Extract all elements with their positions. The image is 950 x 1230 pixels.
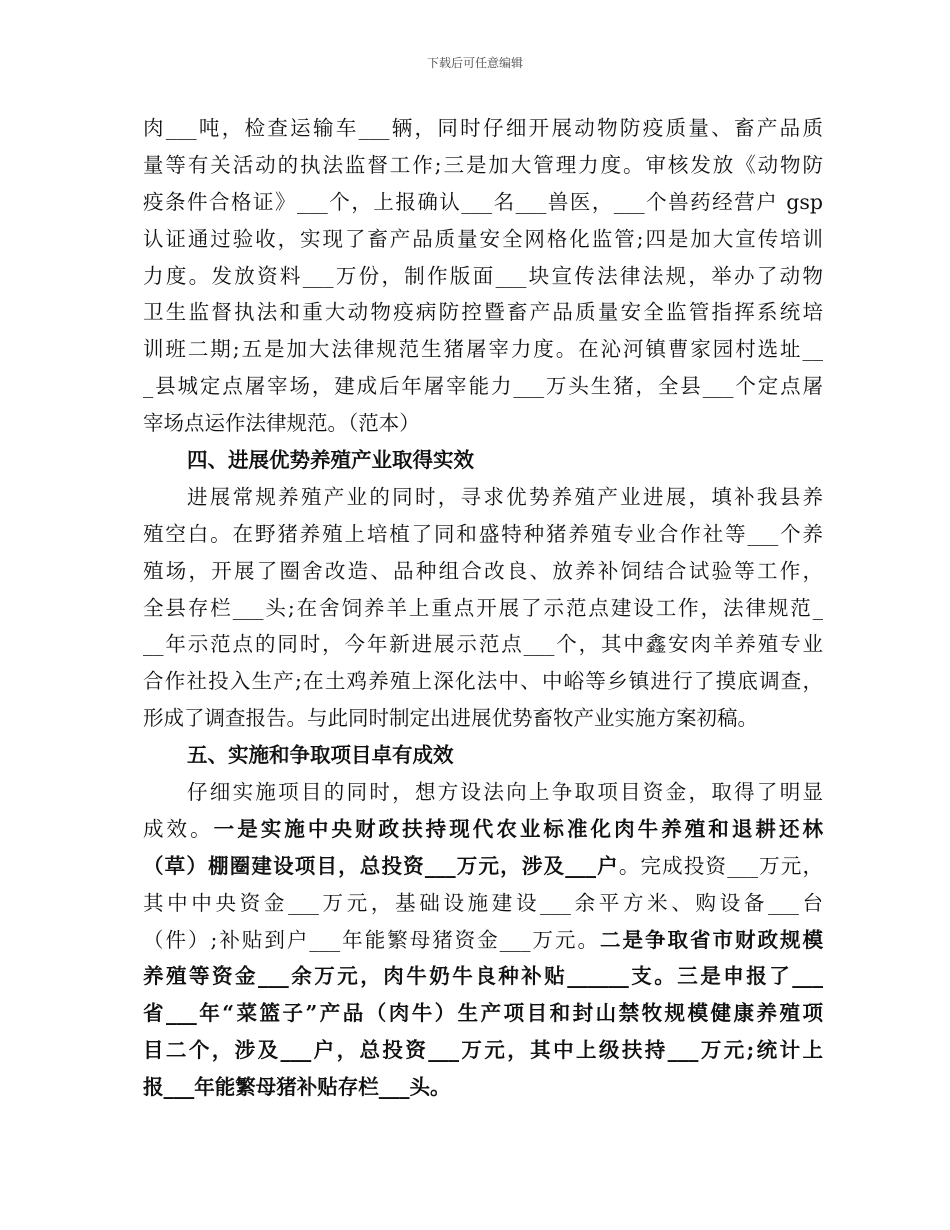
- text-line: [143, 663, 823, 700]
- text-segment: 报___年能繁母猪补贴存栏___头。: [143, 1075, 451, 1100]
- text-segment: 疫条件合格证》___个，上报确认___名___兽医，___个兽药经营户 gsp: [143, 189, 823, 214]
- text-segment: 殖空白。在野猪养殖上培植了同和盛特种猪养殖专业合作社等___个养: [143, 521, 823, 546]
- text-line: [143, 774, 823, 811]
- text-segment: 肉___吨，检查运输车___辆，同时仔细开展动物防疫质量、畜产品质: [143, 116, 823, 140]
- text-segment: （草）棚圈建设项目，总投资___万元，涉及___户: [143, 853, 619, 878]
- text-line: [143, 368, 823, 405]
- text-line: [143, 1032, 823, 1069]
- text-segment: 省___年“菜篮子”产品（肉牛）生产项目和封山禁牧规模健康养殖项: [143, 1001, 823, 1026]
- text-segment: 形成了调查报告。与此同时制定出进展优势畜牧产业实施方案初稿。: [143, 706, 758, 731]
- text-line: [143, 110, 823, 147]
- text-line: [143, 922, 823, 959]
- text-segment: （件）;补贴到户___年能繁母猪资金___万元。: [143, 927, 600, 952]
- text-segment: 。完成投资___万元，: [618, 853, 824, 878]
- text-segment: _县城定点屠宰场，建成后年屠宰能力___万头生猪，全县___个定点屠: [143, 374, 823, 399]
- text-line: [143, 516, 823, 553]
- text-segment: 仔细实施项目的同时，想方设法向上争取项目资金，取得了明显: [187, 780, 823, 805]
- text-segment: 训班二期;五是加大法律规范生猪屠宰力度。在沁河镇曹家园村选址__: [143, 337, 823, 362]
- text-line: [143, 258, 823, 295]
- text-line: [143, 848, 823, 885]
- text-line: [143, 958, 823, 995]
- text-line: [143, 294, 823, 331]
- text-line: [143, 626, 823, 663]
- text-segment: 其中中央资金___万元，基础设施建设___余平方米、购设备___台: [143, 890, 823, 915]
- text-segment: 力度。发放资料___万份，制作版面___块宣传法律法规，举办了动物: [143, 263, 823, 288]
- text-segment: 养殖等资金___余万元，肉牛奶牛良种补贴______支。三是申报了___: [143, 964, 823, 989]
- text-line: [143, 184, 823, 221]
- text-segment: 合作社投入生产;在土鸡养殖上深化法中、中峪等乡镇进行了摸底调查，: [143, 669, 823, 694]
- text-line: [143, 811, 823, 848]
- text-segment: 目二个，涉及___户，总投资___万元，其中上级扶持___万元;统计上: [143, 1038, 823, 1063]
- section-heading: [143, 737, 823, 774]
- text-line: [143, 1069, 823, 1106]
- document-body: [143, 110, 823, 1106]
- text-segment: 殖场，开展了圈舍改造、品种组合改良、放养补饲结合试验等工作，: [143, 558, 823, 583]
- text-line: [143, 405, 823, 442]
- text-segment: 一是实施中央财政扶持现代农业标准化肉牛养殖和退耕还林: [213, 816, 824, 841]
- page-header: 下载后可任意编辑: [426, 56, 523, 70]
- text-segment: __年示范点的同时，今年新进展示范点___个，其中鑫安肉羊养殖专业: [143, 632, 823, 657]
- section-heading: [143, 442, 823, 479]
- text-segment: 五、实施和争取项目卓有成效: [187, 743, 454, 768]
- text-line: [143, 885, 823, 922]
- text-segment: 宰场点运作法律规范。（范本）: [143, 411, 420, 436]
- text-line: [143, 331, 823, 368]
- text-segment: 全县存栏___头;在舍饲养羊上重点开展了示范点建设工作，法律规范_: [143, 595, 823, 620]
- text-segment: 进展常规养殖产业的同时，寻求优势养殖产业进展，填补我县养: [187, 484, 823, 509]
- text-segment: 二是争取省市财政规模: [599, 927, 824, 952]
- text-line: [143, 553, 823, 590]
- text-segment: 量等有关活动的执法监督工作;三是加大管理力度。审核发放《动物防: [143, 152, 823, 177]
- text-line: [143, 995, 823, 1032]
- text-line: [143, 700, 823, 737]
- text-segment: 卫生监督执法和重大动物疫病防控暨畜产品质量安全监管指挥系统培: [143, 300, 823, 325]
- text-segment: 四、进展优势养殖产业取得实效: [187, 448, 474, 473]
- text-segment: 认证通过验收，实现了畜产品质量安全网格化监管;四是加大宣传培训: [143, 226, 823, 251]
- text-segment: 成效。: [143, 816, 214, 841]
- text-line: [143, 221, 823, 258]
- text-line: [143, 147, 823, 184]
- text-line: [143, 479, 823, 516]
- text-line: [143, 590, 823, 627]
